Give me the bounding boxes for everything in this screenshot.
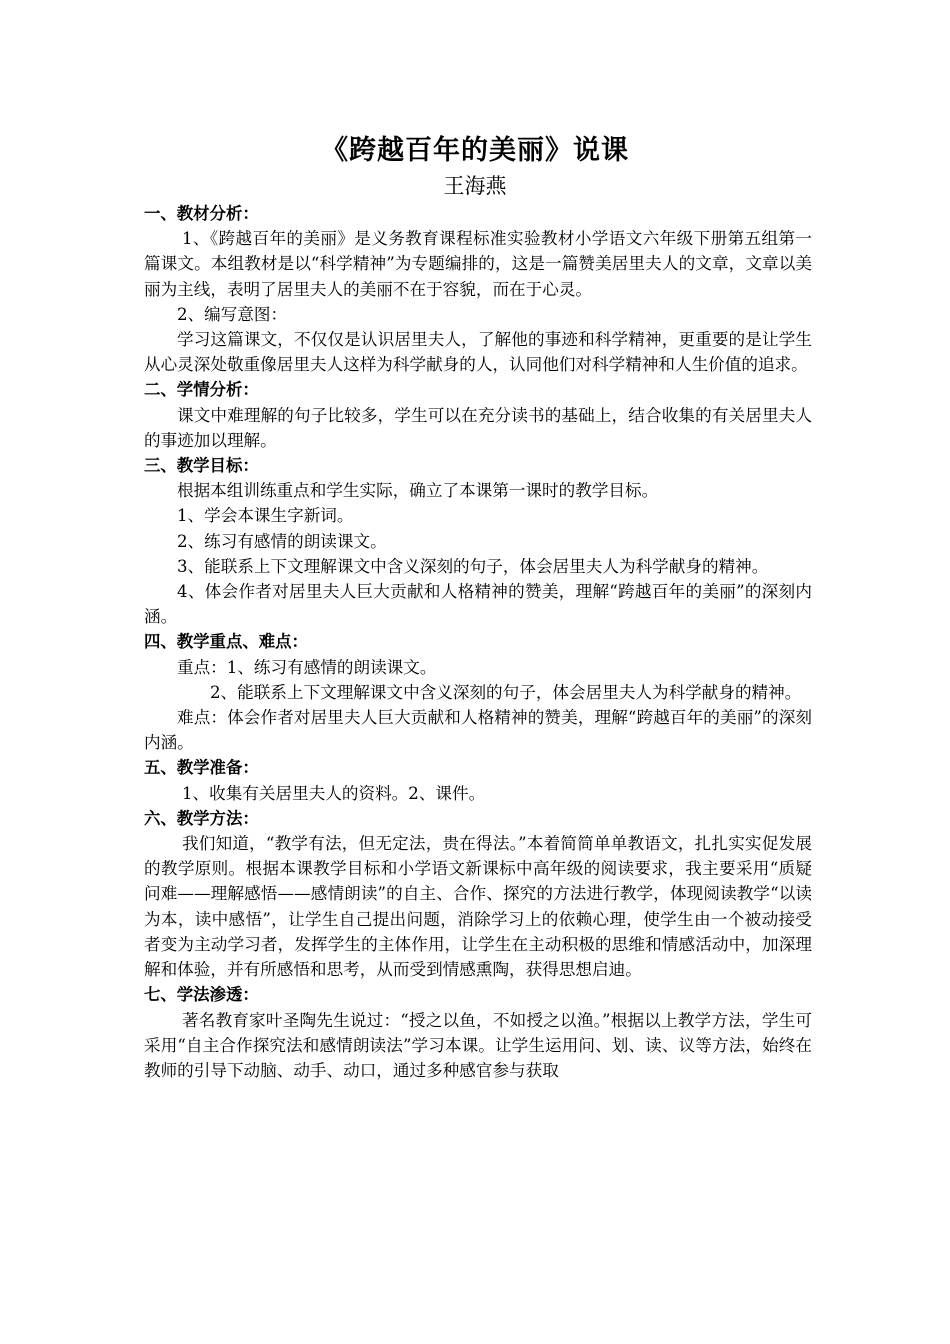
paragraph: 根据本组训练重点和学生实际，确立了本课第一课时的教学目标。 <box>177 481 659 501</box>
document-author: 王海燕 <box>443 174 507 198</box>
section-heading: 一、教材分析： <box>144 204 259 223</box>
paragraph: 难点：体会作者对居里夫人巨大贡献和人格精神的赞美，理解“跨越百年的美丽”的深刻内涵。 <box>144 708 812 753</box>
section-heading: 七、学法渗透： <box>144 985 259 1005</box>
document-title: 《跨越百年的美丽》说课 <box>321 135 629 166</box>
paragraph: 1、收集有关居里夫人的资料。2、课件。 <box>182 783 486 803</box>
paragraph: 1、《跨越百年的美丽》是义务教育课程标准实验教材小学语文六年级下册第五组第一篇课文。本组教材是以“科学精神”为专题编排的，这是一篇赞美居里夫人的文章，文章以美丽为主线，表明了居里夫人的美丽不在于容貌，而在于心灵。 <box>144 229 812 299</box>
paragraph: 著名教育家叶圣陶先生说过：“授之以鱼，不如授之以渔。”根据以上教学方法，学生可采用“自主合作探究法和感情朗读法”学习本课。让学生运用问、划、读、议等方法，始终在教师的引导下动脑、动手、动口，通过多种感官参与获取 <box>144 1010 812 1080</box>
section-heading: 六、教学方法： <box>144 808 259 828</box>
paragraph: 学习这篇课文，不仅仅是认识居里夫人，了解他的事迹和科学精神，更重要的是让学生从心灵深处敬重像居里夫人这样为科学献身的人，认同他们对科学精神和人生价值的追求。 <box>144 330 812 375</box>
section-heading: 四、教学重点、难点： <box>144 632 308 652</box>
section-heading: 五、教学准备： <box>144 758 259 778</box>
list-item: 1、学会本课生字新词。 <box>177 506 354 526</box>
list-item: 4、体会作者对居里夫人巨大贡献和人格精神的赞美，理解“跨越百年的美丽”的深刻内涵。 <box>144 582 812 627</box>
section-heading: 三、教学目标： <box>144 456 259 476</box>
paragraph: 2、能联系上下文理解课文中含义深刻的句子，体会居里夫人为科学献身的精神。 <box>210 682 802 702</box>
section-heading: 二、学情分析： <box>144 380 259 400</box>
paragraph: 2、编写意图： <box>177 304 288 324</box>
paragraph: 重点：1、练习有感情的朗读课文。 <box>177 657 437 677</box>
list-item: 2、练习有感情的朗读课文。 <box>177 531 387 551</box>
document-body <box>144 201 812 1083</box>
paragraph: 我们知道，“教学有法，但无定法，贵在得法。”本着简简单单教语文，扎扎实实促发展的教学原则。根据本课教学目标和小学语文新课标中高年级的阅读要求，我主要采用“质疑问难——理解感悟——感情朗读”的自主、合作、探究的方法进行教学，体现阅读教学“以读为本，读中感悟”，让学生自己提出问题，消除学习上的依赖心理，使学生由一个被动接受者变为主动学习者，发挥学生的主体作用，让学生在主动积极的思维和情感活动中，加深理解和体验，并有所感悟和思考，从而受到情感熏陶，获得思想启迪。 <box>144 834 812 980</box>
list-item: 3、能联系上下文理解课文中含义深刻的句子，体会居里夫人为科学献身的精神。 <box>177 556 769 576</box>
paragraph: 课文中难理解的句子比较多，学生可以在充分读书的基础上，结合收集的有关居里夫人的事迹加以理解。 <box>144 405 812 450</box>
